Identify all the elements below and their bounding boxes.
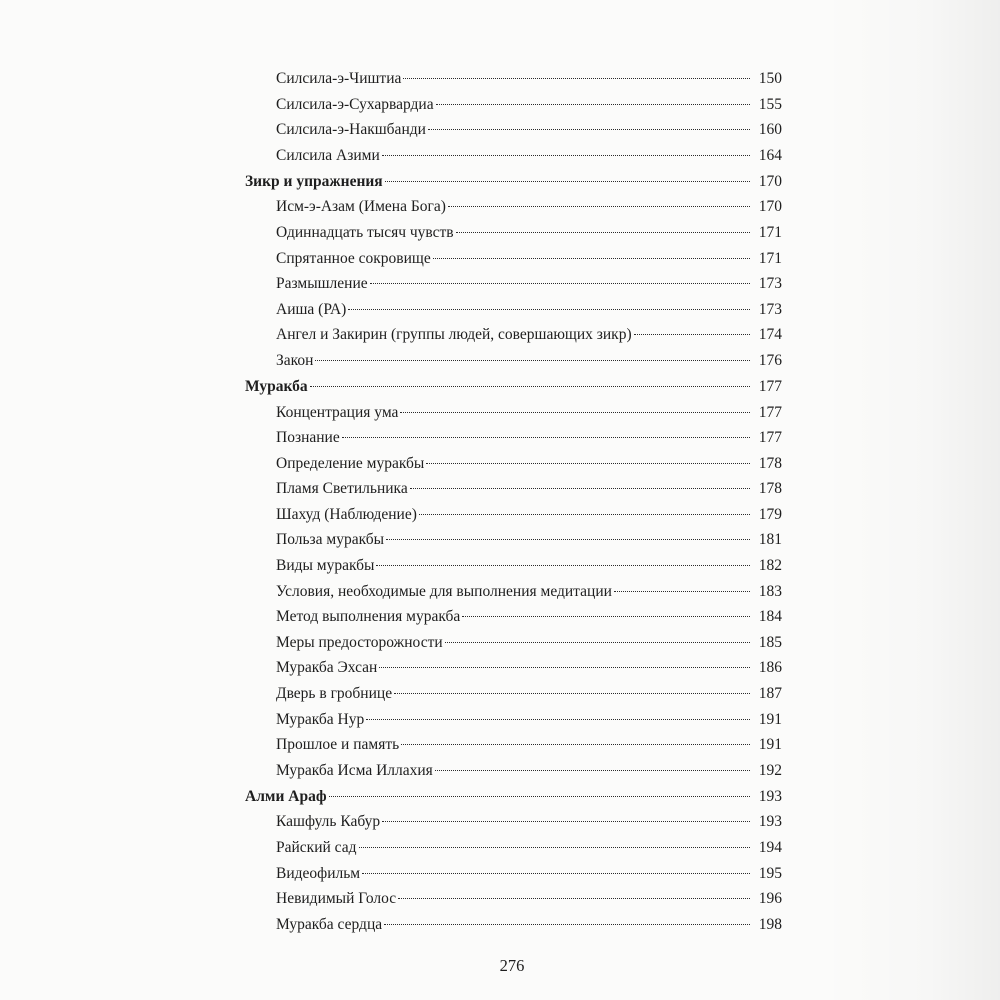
toc-entry-title: Одиннадцать тысяч чувств [276, 223, 454, 241]
dot-leader [342, 437, 750, 438]
table-of-contents [245, 66, 782, 937]
dot-leader [419, 514, 750, 515]
toc-entry-title: Аиша (РА) [276, 300, 347, 318]
toc-entry-title: Шахуд (Наблюдение) [276, 505, 417, 523]
toc-entry [245, 579, 782, 605]
toc-entry [245, 322, 782, 348]
dot-leader [348, 309, 750, 310]
toc-entry-page: 171 [758, 249, 782, 267]
toc-entry-title: Размышление [276, 275, 368, 293]
toc-entry-page: 150 [758, 70, 782, 87]
toc-entry-title: Силсила-э-Сухарвардиа [276, 95, 434, 113]
toc-entry-page: 192 [758, 761, 782, 779]
dot-leader [436, 104, 750, 105]
dot-leader [382, 155, 750, 156]
dot-leader [634, 334, 750, 335]
toc-entry-title: Муракба [245, 377, 308, 395]
toc-entry-page: 178 [758, 454, 782, 472]
dot-leader [370, 283, 750, 284]
toc-entry [245, 604, 782, 630]
page-number: 276 [499, 956, 525, 975]
toc-entry-page: 176 [758, 351, 782, 369]
dot-leader [385, 181, 750, 182]
toc-entry-page: 177 [758, 403, 782, 421]
toc-entry [245, 425, 782, 451]
toc-entry-page: 164 [758, 146, 782, 164]
toc-entry-title: Муракба Исма Иллахия [276, 761, 433, 779]
dot-leader [400, 412, 750, 413]
dot-leader [433, 258, 750, 259]
toc-entry [245, 655, 782, 681]
toc-entry-page: 194 [758, 838, 782, 856]
toc-entry-title: Муракба сердца [276, 915, 383, 933]
dot-leader [398, 898, 750, 899]
toc-entry-page: 191 [758, 736, 782, 754]
toc-entry-page: 185 [758, 633, 782, 651]
toc-entry [245, 861, 782, 887]
toc-entry [245, 476, 782, 502]
dot-leader [310, 386, 750, 387]
toc-entry-title: Райский сад [276, 838, 357, 856]
toc-entry-title: Ангел и Закирин (группы людей, совершающих зикр) [276, 326, 632, 344]
toc-entry-page: 177 [758, 377, 782, 395]
toc-entry [245, 681, 782, 707]
dot-leader [359, 847, 750, 848]
toc-entry-page: 171 [758, 223, 782, 241]
toc-section-entry [245, 784, 782, 810]
dot-leader [379, 667, 750, 668]
toc-entry-page: 193 [758, 787, 782, 805]
page-edge-shadow [820, 0, 1000, 1000]
toc-entry-title: Невидимый Голос [276, 890, 397, 908]
toc-entry [245, 400, 782, 426]
dot-leader [384, 924, 750, 925]
toc-entry-title: Силсила-э-Чиштиа [276, 70, 402, 87]
toc-entry-title: Метод выполнения муракба [276, 608, 461, 626]
toc-entry [245, 66, 782, 92]
dot-leader [382, 821, 750, 822]
dot-leader [614, 591, 750, 592]
dot-leader [448, 206, 750, 207]
toc-entry [245, 707, 782, 733]
toc-entry [245, 630, 782, 656]
dot-leader [376, 565, 750, 566]
toc-entry [245, 835, 782, 861]
dot-leader [394, 693, 750, 694]
dot-leader [435, 770, 750, 771]
dot-leader [366, 719, 750, 720]
toc-entry-page: 155 [758, 95, 782, 113]
toc-entry-title: Закон [276, 351, 314, 369]
toc-entry [245, 758, 782, 784]
toc-entry-title: Зикр и упражнения [245, 172, 383, 190]
dot-leader [362, 873, 750, 874]
toc-entry-page: 178 [758, 480, 782, 498]
dot-leader [410, 488, 750, 489]
toc-entry-title: Условия, необходимые для выполнения медитации [276, 582, 612, 600]
toc-entry-title: Муракба Нур [276, 710, 365, 728]
dot-leader [386, 539, 750, 540]
toc-entry-page: 160 [758, 121, 782, 139]
toc-entry-page: 170 [758, 198, 782, 216]
toc-entry [245, 451, 782, 477]
dot-leader [403, 78, 750, 79]
toc-entry-title: Прошлое и память [276, 736, 400, 754]
toc-entry-page: 196 [758, 890, 782, 908]
toc-section-entry [245, 169, 782, 195]
toc-entry [245, 271, 782, 297]
toc-entry-title: Концентрация ума [276, 403, 399, 421]
dot-leader [315, 360, 750, 361]
toc-entry [245, 143, 782, 169]
toc-entry [245, 194, 782, 220]
toc-entry-page: 184 [758, 608, 782, 626]
toc-entry [245, 92, 782, 118]
toc-entry-page: 181 [758, 531, 782, 549]
toc-entry-title: Алми Араф [245, 787, 327, 805]
toc-entry [245, 912, 782, 938]
toc-entry-title: Определение муракбы [276, 454, 425, 472]
toc-entry-title: Силсила Азими [276, 146, 380, 164]
toc-entry [245, 527, 782, 553]
toc-entry [245, 553, 782, 579]
toc-entry-page: 182 [758, 557, 782, 575]
toc-entry-title: Меры предосторожности [276, 633, 443, 651]
toc-entry-page: 179 [758, 505, 782, 523]
toc-entry [245, 246, 782, 272]
toc-entry-title: Познание [276, 429, 340, 447]
toc-entry [245, 502, 782, 528]
toc-entry-page: 198 [758, 915, 782, 933]
dot-leader [329, 796, 750, 797]
toc-entry [245, 297, 782, 323]
toc-entry-page: 193 [758, 813, 782, 831]
toc-entry [245, 732, 782, 758]
toc-entry-page: 170 [758, 172, 782, 190]
toc-section-entry [245, 374, 782, 400]
toc-entry-title: Видеофильм [276, 864, 361, 882]
toc-entry [245, 117, 782, 143]
dot-leader [456, 232, 750, 233]
toc-entry-title: Силсила-э-Накшбанди [276, 121, 426, 139]
toc-entry-title: Польза муракбы [276, 531, 385, 549]
toc-entry-page: 177 [758, 429, 782, 447]
toc-entry [245, 809, 782, 835]
toc-entry-title: Дверь в гробнице [276, 685, 393, 703]
dot-leader [462, 616, 750, 617]
toc-entry-title: Муракба Эхсан [276, 659, 378, 677]
toc-entry-title: Спрятанное сокровище [276, 249, 431, 267]
toc-entry-page: 186 [758, 659, 782, 677]
toc-entry-page: 173 [758, 300, 782, 318]
toc-entry-title: Кашфуль Кабур [276, 813, 381, 831]
toc-entry-page: 191 [758, 710, 782, 728]
toc-entry-page: 187 [758, 685, 782, 703]
toc-entry [245, 886, 782, 912]
toc-entry-page: 173 [758, 275, 782, 293]
dot-leader [428, 129, 750, 130]
toc-entry [245, 220, 782, 246]
toc-entry-page: 195 [758, 864, 782, 882]
dot-leader [426, 463, 750, 464]
toc-entry [245, 348, 782, 374]
toc-entry-page: 183 [758, 582, 782, 600]
dot-leader [445, 642, 750, 643]
toc-entry-title: Пламя Светильника [276, 480, 408, 498]
toc-entry-title: Виды муракбы [276, 557, 375, 575]
toc-entry-page: 174 [758, 326, 782, 344]
dot-leader [401, 744, 750, 745]
toc-entry-title: Исм-э-Азам (Имена Бога) [276, 198, 446, 216]
